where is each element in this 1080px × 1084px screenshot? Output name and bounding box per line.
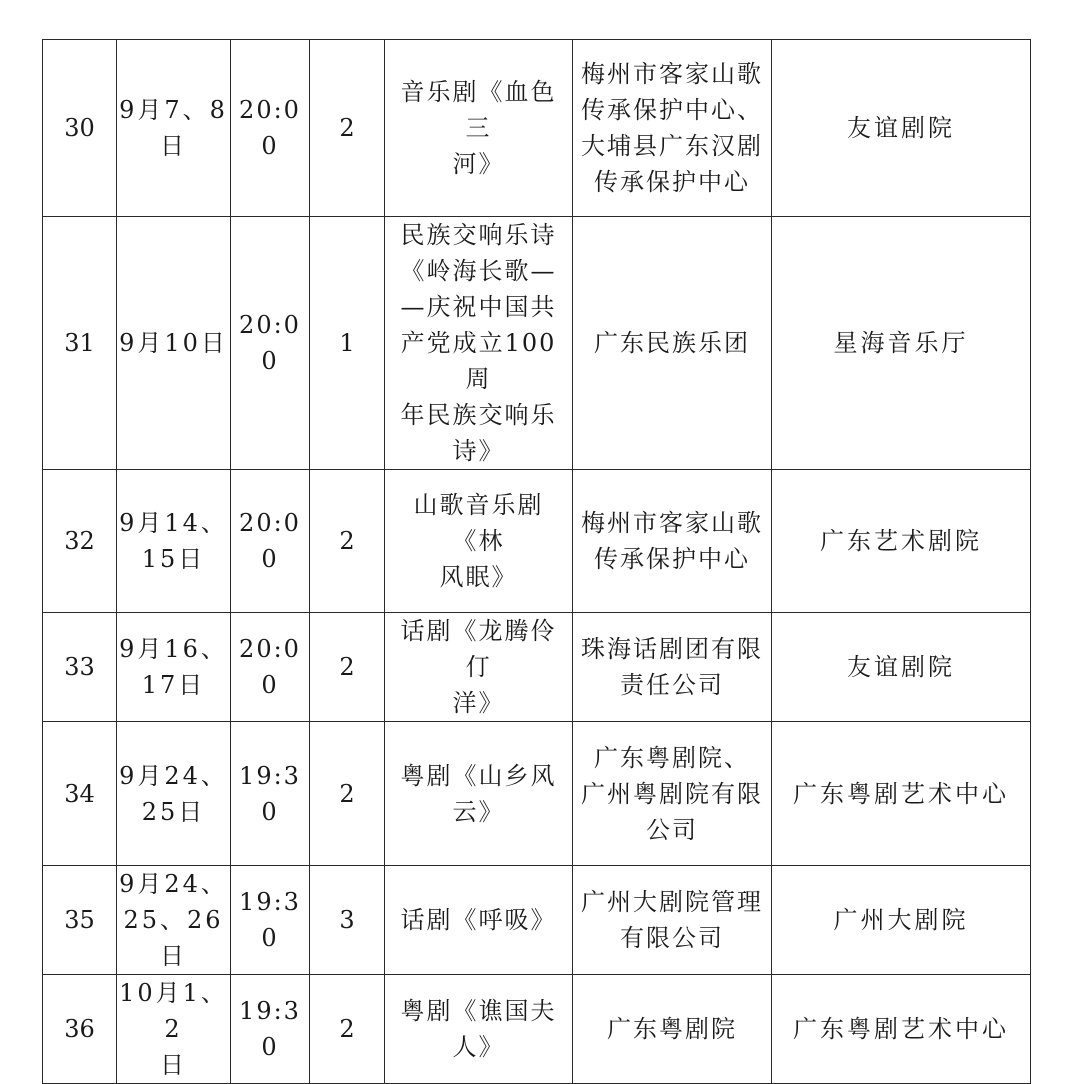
program-title-cell-line: 人》: [452, 1033, 505, 1061]
performing-organization-cell: [573, 217, 772, 470]
row-number: 30: [43, 40, 117, 217]
date-cell-line: 25日: [141, 797, 206, 826]
performing-organization-cell: [573, 613, 772, 722]
table-row: [43, 613, 1031, 722]
program-title-cell: [385, 722, 573, 866]
time-cell: 19:30: [231, 866, 310, 975]
date-cell-line: 9月7、8: [119, 96, 228, 124]
program-title-cell: [385, 866, 573, 975]
date-cell-line: 25、26日: [123, 906, 224, 970]
date-cell-line: 9月10日: [119, 329, 228, 357]
table-row: [43, 975, 1031, 1084]
program-title-cell-line: 话剧《呼吸》: [400, 906, 557, 934]
program-title-cell-line: 诗》: [452, 437, 505, 465]
table-row: [43, 470, 1031, 613]
date-cell: [117, 40, 231, 217]
program-title-cell: [385, 217, 573, 470]
program-title-cell-line: 《岭海长歌—: [400, 257, 557, 285]
date-cell-line: 9月24、: [119, 870, 228, 898]
row-number: 31: [43, 217, 117, 470]
performing-organization-cell-line: 珠海话剧团有限: [581, 635, 763, 663]
performing-organization-cell-line: 梅州市客家山歌: [581, 60, 763, 88]
venue-cell: 友谊剧院: [772, 613, 1031, 722]
performing-organization-cell-line: 广东粤剧院、: [594, 743, 750, 772]
table-row: [43, 40, 1031, 217]
row-number: 33: [43, 613, 117, 722]
date-cell-line: 9月24、: [119, 761, 228, 790]
date-cell-line: 15日: [141, 545, 206, 573]
table-row: [43, 866, 1031, 975]
program-title-cell-line: 粤剧《山乡风: [400, 761, 557, 790]
program-title-cell-line: 民族交响乐诗: [400, 221, 557, 249]
row-number: 32: [43, 470, 117, 613]
performing-organization-cell: [573, 866, 772, 975]
schedule-table: [42, 39, 1031, 1084]
table-row: [43, 217, 1031, 470]
performing-organization-cell-line: 大埔县广东汉剧: [581, 132, 763, 160]
date-cell: [117, 866, 231, 975]
performing-organization-cell-line: 广州粤剧院有限: [581, 779, 763, 808]
venue-cell: 广东粤剧艺术中心: [772, 722, 1031, 866]
performing-organization-cell-line: 传承保护中心: [594, 545, 750, 573]
program-title-cell-line: 粤剧《谯国夫: [400, 997, 557, 1025]
program-title-cell-line: 河》: [452, 150, 505, 178]
performing-organization-cell-line: 广东粤剧院: [607, 1015, 737, 1043]
program-title-cell-line: 产党成立100周: [400, 329, 557, 393]
date-cell: [117, 217, 231, 470]
performing-organization-cell: [573, 975, 772, 1084]
program-title-cell: [385, 975, 573, 1084]
date-cell: [117, 722, 231, 866]
program-title-cell-line: 音乐剧《血色三: [400, 78, 557, 142]
time-cell: 19:30: [231, 722, 310, 866]
date-cell-line: 日: [160, 132, 187, 160]
venue-cell: 星海音乐厅: [772, 217, 1031, 470]
venue-cell: 广东粤剧艺术中心: [772, 975, 1031, 1084]
shows-count-cell: 2: [310, 975, 385, 1084]
row-number: 34: [43, 722, 117, 866]
program-title-cell-line: 年民族交响乐: [400, 401, 557, 429]
program-title-cell-line: —庆祝中国共: [400, 293, 557, 321]
shows-count-cell: 3: [310, 866, 385, 975]
performing-organization-cell-line: 传承保护中心、: [581, 96, 763, 124]
shows-count-cell: 2: [310, 470, 385, 613]
date-cell: [117, 613, 231, 722]
date-cell-line: 日: [160, 1051, 187, 1079]
performing-organization-cell: [573, 40, 772, 217]
date-cell-line: 9月16、: [119, 635, 228, 663]
venue-cell: 广东艺术剧院: [772, 470, 1031, 613]
date-cell-line: 10月1、2: [119, 979, 228, 1043]
time-cell: 20:00: [231, 613, 310, 722]
program-title-cell: [385, 613, 573, 722]
venue-cell: 广州大剧院: [772, 866, 1031, 975]
performing-organization-cell-line: 有限公司: [620, 924, 724, 952]
program-title-cell: [385, 40, 573, 217]
shows-count-cell: 2: [310, 40, 385, 217]
date-cell: [117, 470, 231, 613]
performing-organization-cell: [573, 470, 772, 613]
performing-organization-cell-line: 责任公司: [620, 671, 724, 699]
program-title-cell: [385, 470, 573, 613]
venue-cell: 友谊剧院: [772, 40, 1031, 217]
shows-count-cell: 2: [310, 722, 385, 866]
table-body: [43, 40, 1031, 1084]
time-cell: 19:30: [231, 975, 310, 1084]
program-title-cell-line: 风眠》: [439, 563, 518, 591]
performing-organization-cell-line: 广州大剧院管理: [581, 888, 763, 916]
performing-organization-cell-line: 传承保护中心: [594, 168, 750, 196]
time-cell: 20:00: [231, 217, 310, 470]
shows-count-cell: 2: [310, 613, 385, 722]
date-cell: [117, 975, 231, 1084]
time-cell: 20:00: [231, 40, 310, 217]
row-number: 35: [43, 866, 117, 975]
performing-organization-cell-line: 公司: [646, 815, 698, 844]
performing-organization-cell-line: 梅州市客家山歌: [581, 509, 763, 537]
program-title-cell-line: 山歌音乐剧《林: [413, 491, 544, 555]
table-row: [43, 722, 1031, 866]
date-cell-line: 9月14、: [119, 509, 228, 537]
time-cell: 20:00: [231, 470, 310, 613]
date-cell-line: 17日: [141, 671, 206, 699]
row-number: 36: [43, 975, 117, 1084]
program-title-cell-line: 云》: [452, 797, 505, 826]
shows-count-cell: 1: [310, 217, 385, 470]
program-title-cell-line: 话剧《龙腾伶仃: [400, 617, 557, 681]
performing-organization-cell-line: 广东民族乐团: [594, 329, 750, 357]
performing-organization-cell: [573, 722, 772, 866]
program-title-cell-line: 洋》: [452, 689, 505, 717]
